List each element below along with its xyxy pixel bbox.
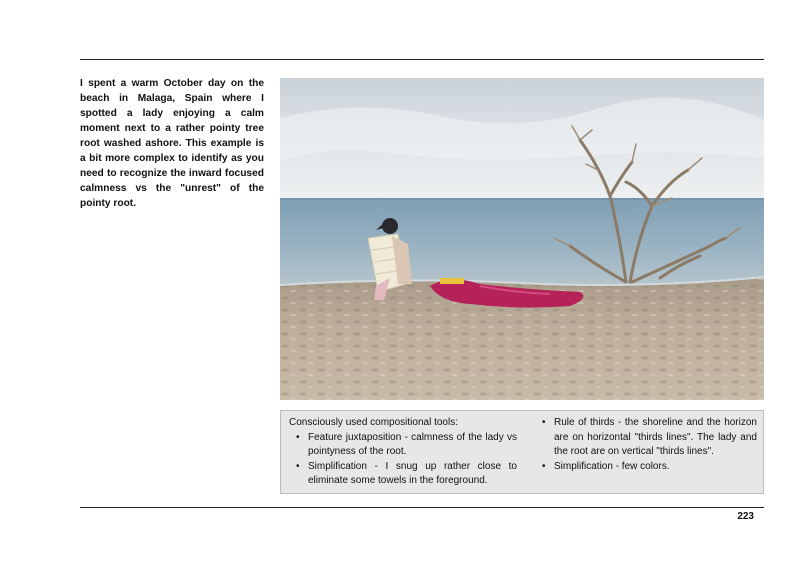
caption-right-column — [535, 416, 757, 474]
bullet-icon: • — [296, 460, 300, 472]
caption-item-text: Simplification - I snug up rather close to eliminate some towels in the foreground. — [308, 460, 517, 486]
beach-photo — [280, 78, 764, 400]
page-number: 223 — [737, 511, 754, 522]
caption-right-list — [535, 416, 757, 474]
caption-list-item — [535, 416, 757, 460]
body-paragraph: I spent a warm October day on the beach in Malaga, Spain where I spotted a lady enjoying a calm moment next to a rather pointy tree root washed ashore. This example is a bit more complex to identify as you need to recognize the inward focused calmness vs the "unrest" of the pointy root. — [80, 78, 264, 209]
bullet-icon: • — [542, 417, 546, 428]
caption-list-item — [535, 460, 757, 475]
caption-left-column — [289, 416, 517, 489]
caption-left-list — [289, 431, 517, 489]
caption-list-item — [289, 460, 517, 489]
bottom-rule — [80, 507, 764, 508]
top-rule — [80, 59, 764, 60]
caption-item-text: Rule of thirds - the shoreline and the horizon are on horizontal "thirds lines". The lady and the root are on vertical "thirds lines". — [554, 417, 757, 457]
caption-list-item — [289, 431, 517, 460]
caption-box — [280, 410, 764, 494]
caption-item-text: Feature juxtaposition - calmness of the lady vs pointyness of the root. — [308, 431, 517, 457]
bullet-icon: • — [542, 460, 546, 472]
bullet-icon: • — [296, 431, 300, 443]
caption-title: Consciously used compositional tools: — [289, 417, 458, 428]
caption-item-text: Simplification - few colors. — [554, 460, 670, 472]
